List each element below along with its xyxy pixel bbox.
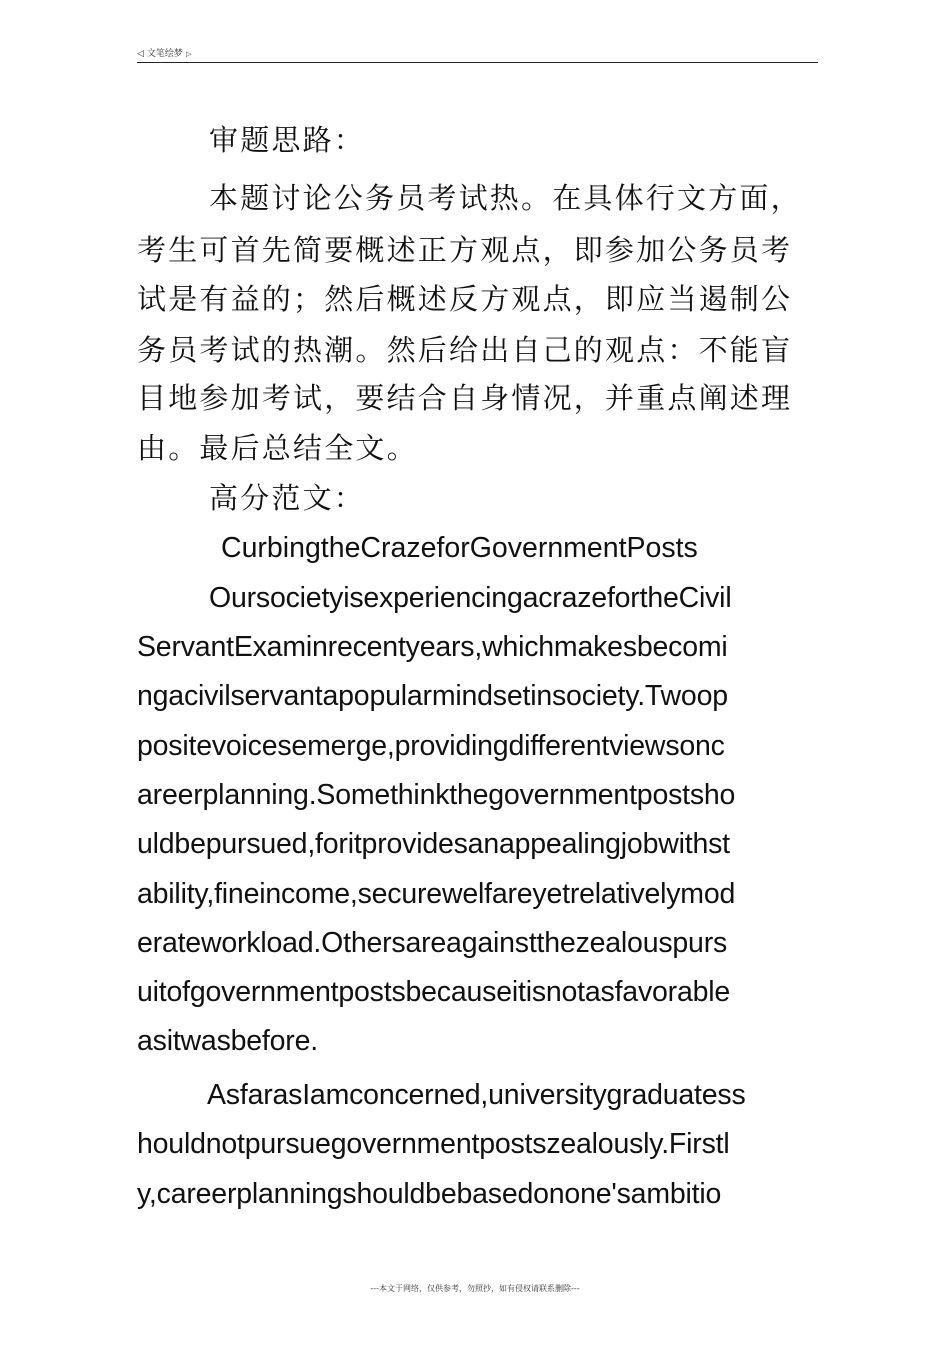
left-triangle-icon: ◁ [137,49,144,59]
essay-title: CurbingtheCrazeforGovernmentPosts [221,532,698,564]
para1-line-2: ServantExaminrecentyears,whichmakesbecomi [137,631,728,663]
para1-line-5: areerplanning.Somethinkthegovernmentpostsho [137,779,736,811]
cn-line-3: 试是有益的；然后概述反方观点，即应当遏制公 [137,282,793,316]
para1-line-9: uitofgovernmentpostsbecauseitisnotasfavorable [137,976,731,1008]
para2-line-1: AsfarasIamconcerned,universitygraduatess [207,1079,746,1111]
page-footer: ---本文于网络，仅供参考，勿照抄，如有侵权请联系删除--- [370,1284,580,1293]
cn-line-2: 考生可首先简要概述正方观点，即参加公务员考 [137,233,793,267]
cn-line-4: 务员考试的热潮。然后给出自己的观点：不能盲 [137,333,793,367]
para1-line-7: ability,fineincome,securewelfareyetrelativelymod [137,878,736,910]
para1-line-4: positevoicesemerge,providingdifferentviewsonc [137,730,725,762]
right-triangle-icon: ▷ [185,50,192,58]
para1-line-6: uldbepursued,foritprovidesanappealingjobwithst [137,828,730,860]
page-header [137,44,818,63]
cn-line-5: 目地参加考试，要结合自身情况，并重点阐述理 [137,381,793,415]
para1-line-8: erateworkload.Othersareagainstthezealouspurs [137,927,728,959]
heading-sample-essay: 高分范文： [209,481,366,515]
cn-line-6: 由。最后总结全文。 [137,431,418,465]
header-text-group [137,46,194,59]
para1-line-1: OursocietyisexperiencingacrazefortheCivil [209,582,732,614]
para1-line-3: ngacivilservantapopularmindsetinsociety.Twoop [137,680,728,712]
para1-line-10: asitwasbefore. [137,1025,318,1057]
cn-line-1: 本题讨论公务员考试热。在具体行文方面， [209,181,802,215]
header-title: 文笔绘梦 [146,49,183,59]
para2-line-3: y,careerplanningshouldbebasedonone'sambitio [137,1178,722,1210]
heading-review-approach: 审题思路： [209,123,366,157]
para2-line-2: houldnotpursuegovernmentpostszealously.Firstl [137,1128,730,1160]
